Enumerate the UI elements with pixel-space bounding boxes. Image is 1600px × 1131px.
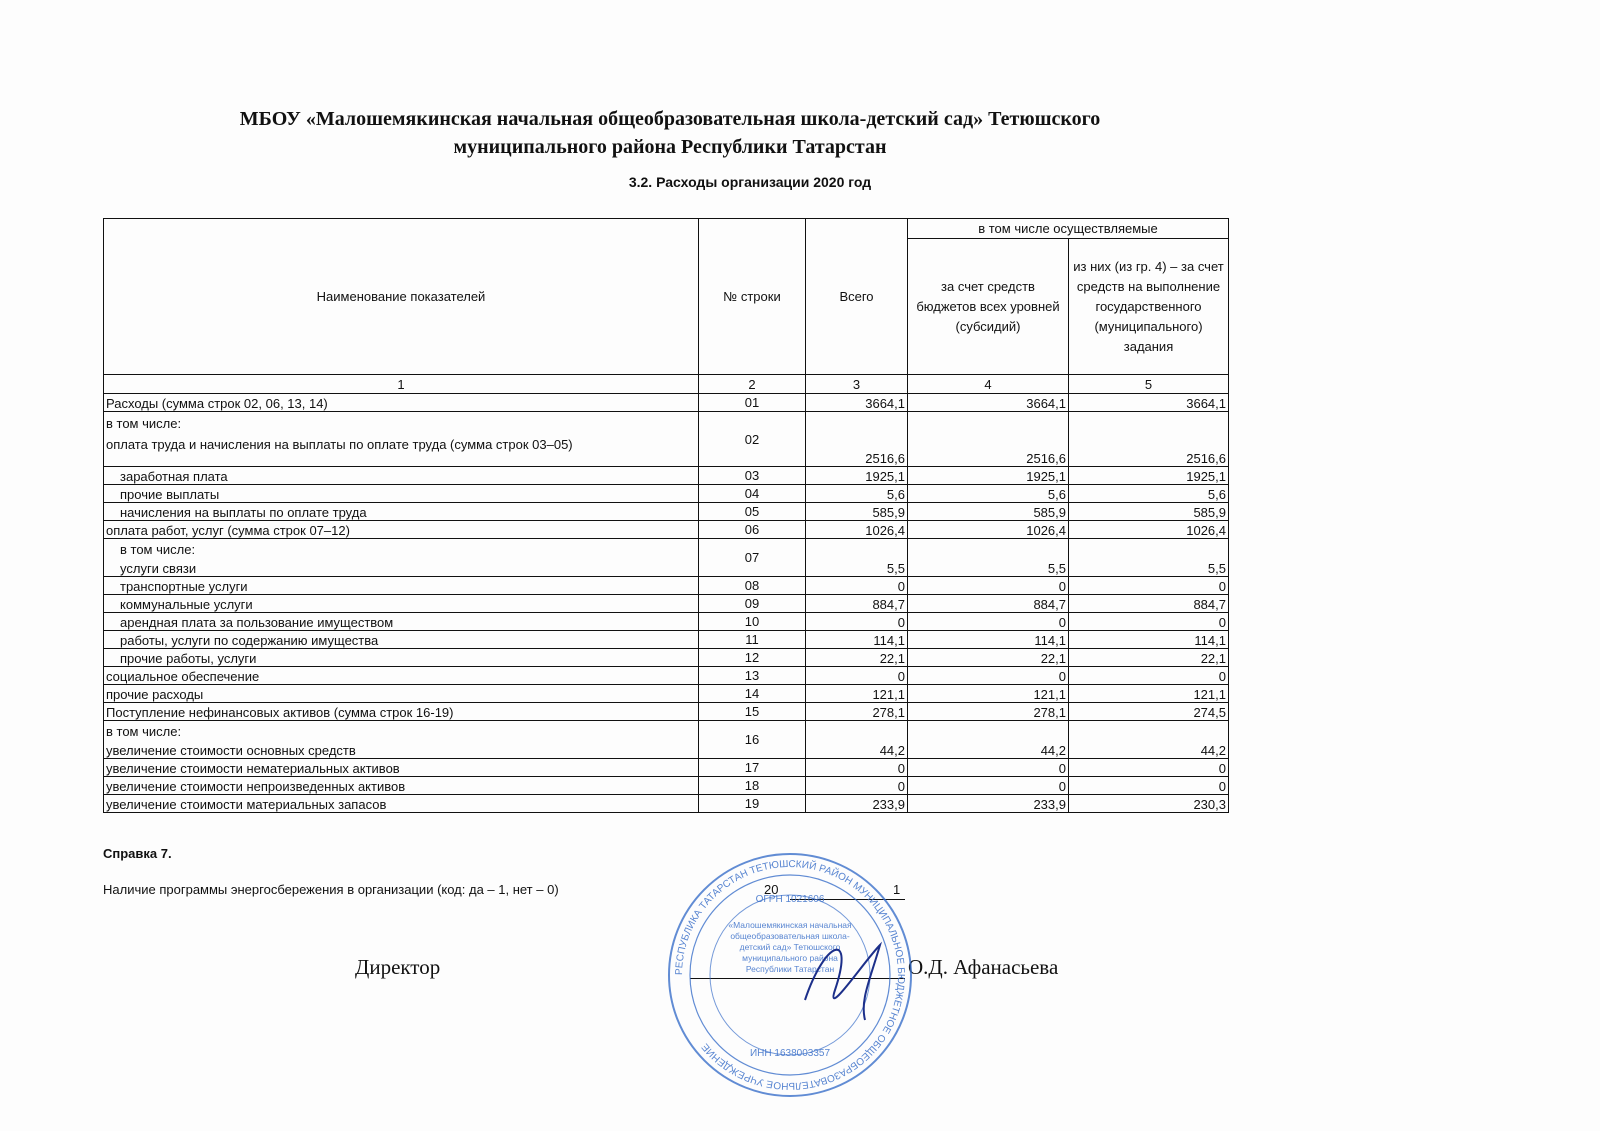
row-task: 0	[1069, 577, 1229, 595]
row-label: увеличение стоимости материальных запасов	[106, 797, 387, 812]
row-task: 884,7	[1069, 595, 1229, 613]
row-task: 0	[1069, 777, 1229, 795]
row-total: 3664,1	[806, 394, 908, 412]
col-number: 1	[104, 375, 699, 394]
stamp-outer-text: РЕСПУБЛИКА ТАТАРСТАН ТЕТЮШСКИЙ РАЙОН МУНИЦИПАЛЬНОЕ БЮДЖЕТНОЕ ОБЩЕОБРАЗОВАТЕЛЬНОЕ УЧРЕЖДЕНИЕ	[673, 858, 907, 1092]
row-name	[104, 759, 699, 777]
row-label: заработная плата	[120, 469, 228, 484]
row-task: 0	[1069, 667, 1229, 685]
note-text: Наличие программы энергосбережения в организации (код: да – 1, нет – 0)	[103, 882, 559, 897]
row-total: 1925,1	[806, 467, 908, 485]
signature-position: Директор	[355, 955, 441, 979]
col-number: 5	[1069, 375, 1229, 394]
row-name	[104, 703, 699, 721]
table-row	[104, 503, 1229, 521]
row-total: 278,1	[806, 703, 908, 721]
row-label: прочие расходы	[106, 687, 204, 702]
row-budget: 1026,4	[908, 521, 1069, 539]
row-budget: 233,9	[908, 795, 1069, 813]
row-total: 44,2	[806, 721, 908, 759]
row-label: арендная плата за пользование имуществом	[120, 615, 394, 630]
row-name	[104, 539, 699, 577]
row-total: 1026,4	[806, 521, 908, 539]
row-name	[104, 485, 699, 503]
row-code: 11	[699, 631, 806, 649]
row-name	[104, 467, 699, 485]
row-task: 0	[1069, 759, 1229, 777]
row-code: 06	[699, 521, 806, 539]
row-label: работы, услуги по содержанию имущества	[120, 633, 379, 648]
row-task: 0	[1069, 613, 1229, 631]
table-row	[104, 394, 1229, 412]
row-label: коммунальные услуги	[120, 597, 253, 612]
row-total: 0	[806, 667, 908, 685]
row-budget: 884,7	[908, 595, 1069, 613]
row-total: 5,5	[806, 539, 908, 577]
table-row	[104, 667, 1229, 685]
row-budget: 2516,6	[908, 412, 1069, 467]
row-label: услуги связи	[120, 561, 197, 576]
row-label: увеличение стоимости основных средств	[106, 743, 356, 758]
row-code: 01	[699, 394, 806, 412]
table-row	[104, 721, 1229, 759]
row-name	[104, 521, 699, 539]
row-code: 19	[699, 795, 806, 813]
row-budget: 44,2	[908, 721, 1069, 759]
row-task: 22,1	[1069, 649, 1229, 667]
signature-name: О.Д. Афанасьева	[908, 955, 1059, 979]
row-name	[104, 685, 699, 703]
table-row	[104, 777, 1229, 795]
row-task: 5,5	[1069, 539, 1229, 577]
col-number: 2	[699, 375, 806, 394]
row-budget: 3664,1	[908, 394, 1069, 412]
row-budget: 0	[908, 759, 1069, 777]
document-title-line2: муниципального района Республики Татарстан	[453, 136, 887, 158]
header-budget: за счет средств бюджетов всех уровней (субсидий)	[908, 239, 1069, 375]
stamp-inn: ИНН 1638003357	[749, 1048, 831, 1059]
table-row	[104, 631, 1229, 649]
row-total: 5,6	[806, 485, 908, 503]
row-budget: 5,5	[908, 539, 1069, 577]
row-label: прочие работы, услуги	[120, 651, 257, 666]
table-row	[104, 412, 1229, 467]
row-budget: 5,6	[908, 485, 1069, 503]
row-budget: 22,1	[908, 649, 1069, 667]
row-code: 08	[699, 577, 806, 595]
table-row	[104, 485, 1229, 503]
row-name	[104, 721, 699, 759]
row-prefix: в том числе:	[120, 542, 196, 557]
row-label: прочие выплаты	[120, 487, 220, 502]
row-budget: 114,1	[908, 631, 1069, 649]
table-row	[104, 467, 1229, 485]
row-total: 2516,6	[806, 412, 908, 467]
row-name	[104, 412, 699, 467]
row-code: 04	[699, 485, 806, 503]
row-prefix: в том числе:	[106, 724, 182, 739]
table-row	[104, 649, 1229, 667]
table-row	[104, 703, 1229, 721]
row-name	[104, 777, 699, 795]
row-budget: 1925,1	[908, 467, 1069, 485]
row-code: 14	[699, 685, 806, 703]
document-subtitle: 3.2. Расходы организации 2020 год	[628, 174, 872, 190]
row-code: 07	[699, 539, 806, 577]
row-name	[104, 631, 699, 649]
row-total: 114,1	[806, 631, 908, 649]
row-task: 121,1	[1069, 685, 1229, 703]
row-code: 05	[699, 503, 806, 521]
header-name: Наименование показателей	[104, 219, 699, 375]
row-task: 114,1	[1069, 631, 1229, 649]
expenses-table	[103, 218, 1229, 813]
row-code: 17	[699, 759, 806, 777]
row-code: 13	[699, 667, 806, 685]
row-name	[104, 394, 699, 412]
note-value: 1	[893, 882, 901, 897]
row-task: 585,9	[1069, 503, 1229, 521]
row-task: 230,3	[1069, 795, 1229, 813]
row-label: Расходы (сумма строк 02, 06, 13, 14)	[106, 396, 328, 411]
row-task: 2516,6	[1069, 412, 1229, 467]
document-title-line1: МБОУ «Малошемякинская начальная общеобразовательная школа-детский сад» Тетюшского	[239, 108, 1101, 130]
row-budget: 0	[908, 667, 1069, 685]
row-total: 0	[806, 613, 908, 631]
row-code: 02	[699, 412, 806, 467]
row-budget: 0	[908, 613, 1069, 631]
row-code: 10	[699, 613, 806, 631]
table-row	[104, 685, 1229, 703]
table-row	[104, 595, 1229, 613]
row-label: Поступление нефинансовых активов (сумма строк 16-19)	[106, 705, 454, 720]
row-total: 884,7	[806, 595, 908, 613]
row-budget: 0	[908, 777, 1069, 795]
row-total: 0	[806, 777, 908, 795]
table-row	[104, 577, 1229, 595]
header-total: Всего	[806, 219, 908, 375]
row-name	[104, 595, 699, 613]
organization-stamp	[665, 850, 915, 1100]
row-total: 233,9	[806, 795, 908, 813]
col-number: 4	[908, 375, 1069, 394]
table-row	[104, 613, 1229, 631]
row-budget: 278,1	[908, 703, 1069, 721]
row-code: 18	[699, 777, 806, 795]
note-code: 20	[764, 882, 779, 897]
row-label: увеличение стоимости нематериальных активов	[106, 761, 400, 776]
row-label: увеличение стоимости непроизведенных активов	[106, 779, 406, 794]
table-row	[104, 795, 1229, 813]
stamp-ogrn: ОГРН 1021606	[755, 894, 825, 905]
row-budget: 585,9	[908, 503, 1069, 521]
col-number: 3	[806, 375, 908, 394]
row-task: 44,2	[1069, 721, 1229, 759]
row-name	[104, 577, 699, 595]
table-row	[104, 539, 1229, 577]
row-name	[104, 795, 699, 813]
row-total: 0	[806, 759, 908, 777]
row-name	[104, 503, 699, 521]
row-code: 16	[699, 721, 806, 759]
header-group: в том числе осуществляемые	[908, 219, 1229, 239]
row-total: 121,1	[806, 685, 908, 703]
row-name	[104, 667, 699, 685]
row-code: 12	[699, 649, 806, 667]
row-total: 22,1	[806, 649, 908, 667]
table-row	[104, 521, 1229, 539]
row-task: 1026,4	[1069, 521, 1229, 539]
row-label: социальное обеспечение	[106, 669, 260, 684]
header-row-no: № строки	[699, 219, 806, 375]
row-budget: 0	[908, 577, 1069, 595]
row-budget: 121,1	[908, 685, 1069, 703]
row-label: оплата работ, услуг (сумма строк 07–12)	[106, 523, 350, 538]
note-title: Справка 7.	[103, 846, 172, 861]
row-total: 0	[806, 577, 908, 595]
row-name	[104, 613, 699, 631]
stamp-center-text: «Малошемякинская начальная общеобразовательная школа-детский сад» Тетюшского муниципального района Республики Татарстан	[728, 920, 852, 974]
row-task: 3664,1	[1069, 394, 1229, 412]
row-task: 5,6	[1069, 485, 1229, 503]
row-prefix: в том числе:	[106, 416, 182, 431]
row-total: 585,9	[806, 503, 908, 521]
row-label: оплата труда и начисления на выплаты по оплате труда (сумма строк 03–05)	[106, 437, 573, 452]
row-code: 15	[699, 703, 806, 721]
header-task: из них (из гр. 4) – за счет средств на выполнение государственного (муниципального) задания	[1069, 239, 1229, 375]
row-label: транспортные услуги	[120, 579, 248, 594]
row-code: 03	[699, 467, 806, 485]
row-code: 09	[699, 595, 806, 613]
row-task: 274,5	[1069, 703, 1229, 721]
row-name	[104, 649, 699, 667]
row-label: начисления на выплаты по оплате труда	[120, 505, 367, 520]
table-row	[104, 759, 1229, 777]
row-task: 1925,1	[1069, 467, 1229, 485]
